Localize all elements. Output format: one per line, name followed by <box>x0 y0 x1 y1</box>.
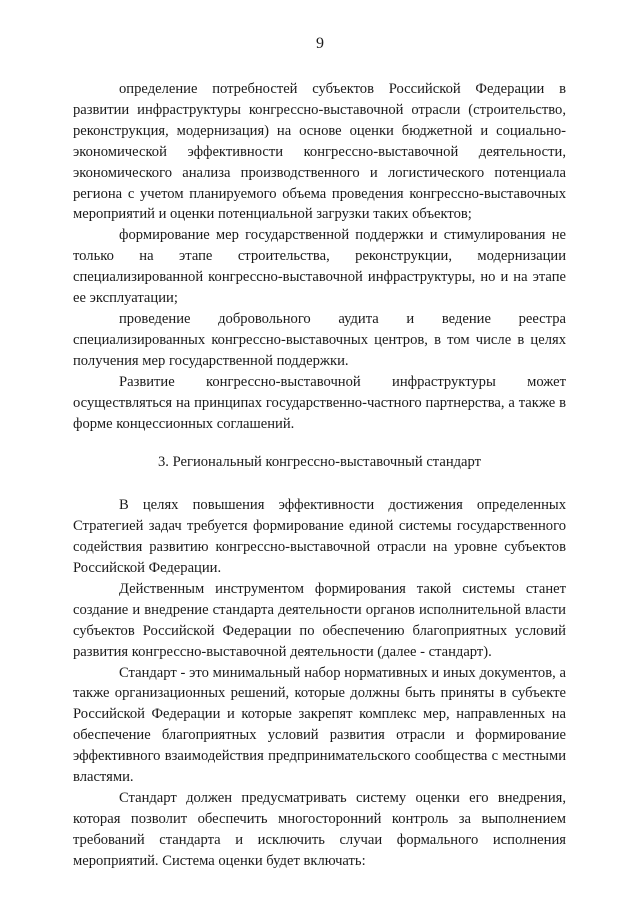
document-body <box>73 79 566 872</box>
paragraph-public-private-partnership: Развитие конгрессно-выставочной инфраструктуры может осуществляться на принципах государственно-частного партнерства, а также в форме концессионных соглашений. <box>73 373 566 432</box>
page-number: 9 <box>316 35 324 52</box>
paragraph-support-measures: формирование мер государственной поддержки и стимулирования не только на этапе строительства, реконструкции, модернизации специализированной конгрессно-выставочной инфраструктуры, но и на этапе ее эксплуатации; <box>73 227 566 307</box>
paragraph-efficiency-goals: В целях повышения эффективности достижения определенных Стратегией задач требуется формирование единой системы государственного содействия развитию конгрессно-выставочной отрасли на уровне субъектов Российской Федерации. <box>73 497 566 577</box>
paragraph-standard-definition: Стандарт - это минимальный набор нормативных и иных документов, а также организационных решений, которые должны быть приняты в субъекте Российской Федерации и которые закрепят комплекс мер, направленных на обеспечение благоприятных условий развития отрасли и формирование эффективного взаимодействия предпринимательского сообщества с местными властями. <box>73 664 566 786</box>
paragraph-standard-instrument: Действенным инструментом формирования такой системы станет создание и внедрение стандарта деятельности органов исполнительной власти субъектов Российской Федерации по обеспечению благоприятных условий развития конгрессно-выставочной деятельности (далее - стандарт). <box>73 580 566 660</box>
paragraph-assessment-system: Стандарт должен предусматривать систему оценки его внедрения, которая позволит обеспечить многосторонний контроль за выполнением требований стандарта и исключить случаи формального исполнения мероприятий. Система оценки будет включать: <box>73 790 566 869</box>
paragraph-audit-registry: проведение добровольного аудита и ведение реестра специализированных конгрессно-выставочных центров, в том числе в целях получения мер государственной поддержки. <box>73 310 566 369</box>
paragraph-needs-assessment: определение потребностей субъектов Российской Федерации в развитии инфраструктуры конгрессно-выставочной отрасли (строительство, реконструкция, модернизация) на основе оценки бюджетной и социально-экономической эффективности конгрессно-выставочной деятельности, экономического анализа производственного и логистического потенциала региона с учетом планируемого объема проведения конгрессно-выставочных мероприятий и оценки потенциальной загрузки таких объектов; <box>73 81 566 223</box>
section-heading: 3. Региональный конгрессно-выставочный стандарт <box>157 454 482 471</box>
